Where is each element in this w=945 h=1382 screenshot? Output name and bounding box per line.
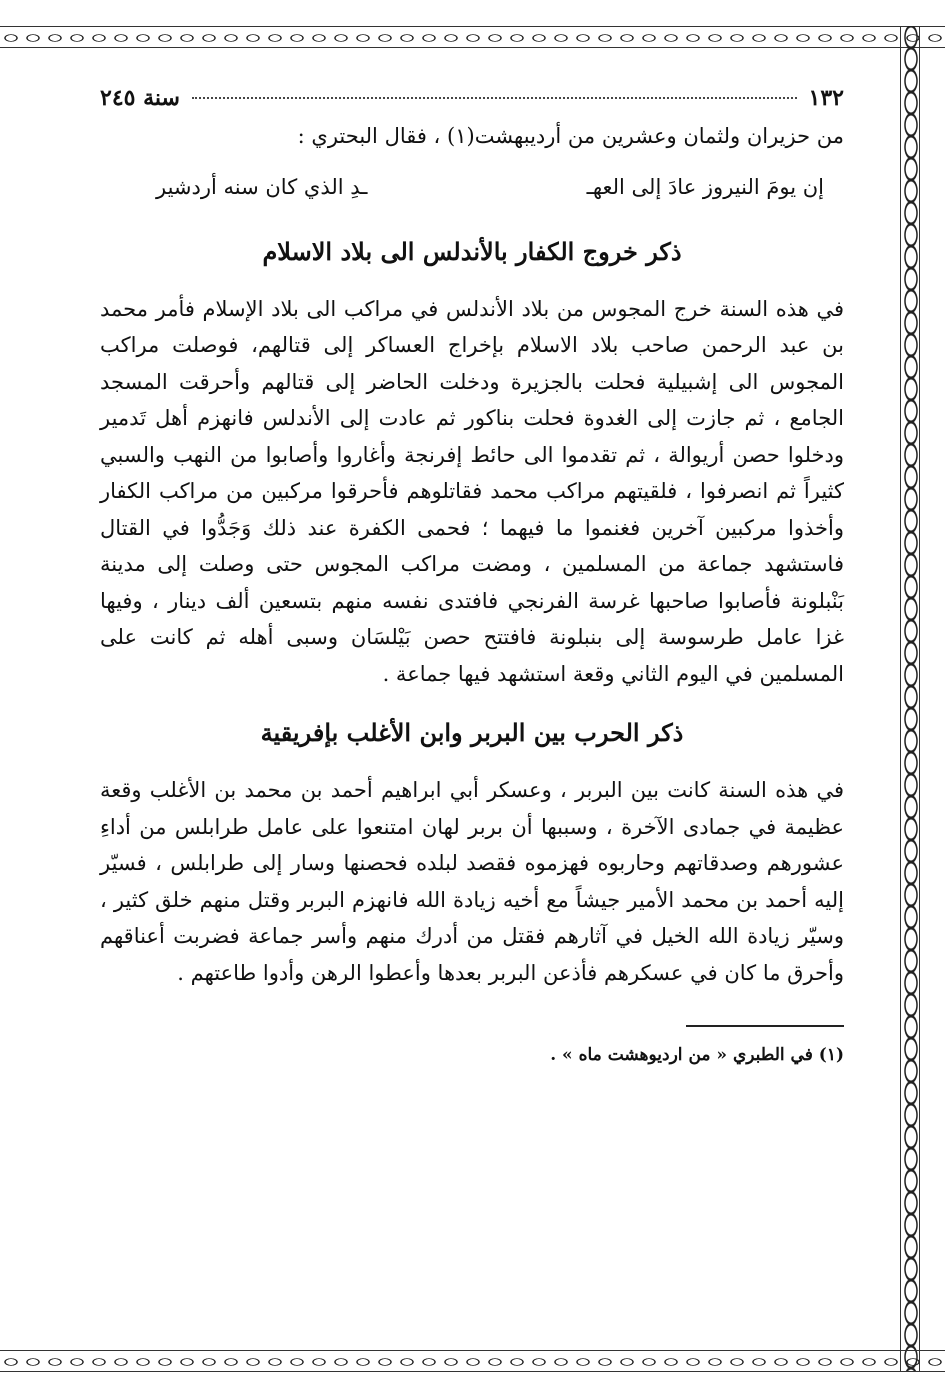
section-1-body: في هذه السنة خرج المجوس من بلاد الأندلس في مراكب الى بلاد الإسلام فأمر محمد بن عبد الرحمن صاحب بلاد الاسلام بإخراج العساكر إلى قتالهم، فوصلت مراكب المجوس الى إشبيلية فحلت بالجزيرة ودخلت الحاضر إلى قتالهم وأحرقت المسجد الجامع ، ثم جازت إلى الغدوة فحلت بناكور ثم عادت إلى الأندلس فانهزم أهل تَدمير ودخلوا حصن أريوالة ، ثم تقدموا الى حائط إفرنجة وأغاروا وأصابوا من النهب والسبي كثيراً ثم انصرفوا ، فلقيتهم مراكب محمد فقاتلوهم فأحرقوا مركبين من مراكب الكفار وأخذوا مركبين آخرين فغنموا ما فيهما ؛ فحمى الكفرة عند ذلك وَجَدُّوا في القتال فاستشهد جماعة من المسلمين ، ومضت مراكب المجوس حتى وصلت إلى مدينة بَنْبلونة فأصابوا صاحبها غرسة الفرنجي فافتدى نفسه منهم بتسعين ألف دينار ، وفيها غزا عامل طرسوسة إلى بنبلونة فافتتح حصن بَيْلسَان وسبى أهله ثم كانت على المسلمين في اليوم الثاني وقعة استشهد فيها جماعة .: [100, 296, 844, 686]
intro-line: من حزيران ولثمان وعشرين من أرديبهشت(١) ، فقال البحتري :: [297, 124, 844, 148]
page-content: [100, 78, 844, 1065]
section-2-title: ذكر الحرب بين البربر وابن الأغلب بإفريقية: [260, 718, 684, 747]
page-header: [100, 78, 844, 118]
poem-first-hemistich: إن يومَ النيروز عادَ إلى العهـ: [586, 174, 824, 199]
poem-second-hemistich: ـدِ الذي كان سنه أردشير: [156, 174, 368, 199]
top-ornamental-border: [0, 26, 945, 48]
section-1-title: ذكر خروج الكفار بالأندلس الى بلاد الاسلام: [262, 236, 682, 266]
right-ornamental-border: [900, 26, 920, 1372]
footnote-separator: [686, 1025, 844, 1027]
bottom-ornamental-border: [0, 1350, 945, 1372]
page-number: ١٣٢: [808, 85, 844, 111]
year-label: سنة ٢٤٥: [100, 85, 180, 111]
section-2-body: في هذه السنة كانت بين البربر ، وعسكر أبي ابراهيم أحمد بن محمد بن الأغلب وقعة عظيمة في جمادى الآخرة ، وسببها أن بربر لهان امتنعوا على عامل طرابلس من أداءِ عشورهم وصدقاتهم وحاربوه فهزموه فقصد لبلده فحصنها وسار إلى طرابلس ، فسيّر إليه أحمد بن محمد الأمير جيشاً مع أخيه زيادة الله فانهزم البربر وقتل منهم خلق كثير ، وسيّر زيادة الله الخيل في آثارهم فقتل من أدرك منهم وأسر جماعة فضربت أعناقهم وأحرق ما كان في عسكرهم فأذعن البربر بعدها وأعطوا الرهن وأدوا طاعتهم .: [100, 778, 844, 985]
footnote: (١) في الطبري « من ارديوهشت ماه » .: [550, 1045, 844, 1065]
poem-verse: [100, 155, 844, 203]
header-dotted-leader: [192, 97, 797, 99]
